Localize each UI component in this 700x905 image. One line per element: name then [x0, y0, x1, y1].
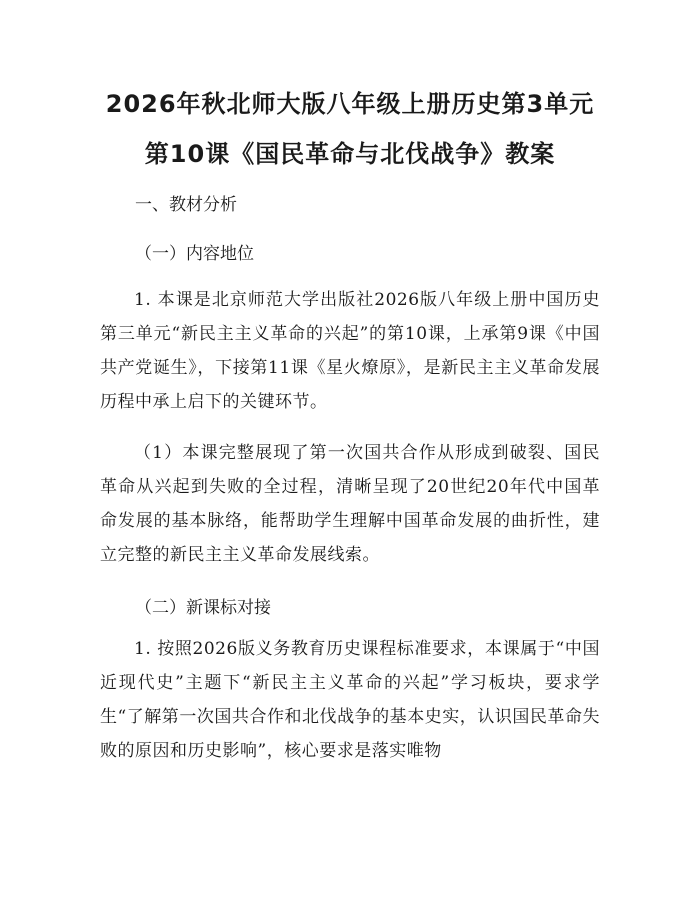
paragraph-curriculum-requirements: 1. 按照2026版义务教育历史课程标准要求，本课属于“中国近现代史”主题下“新民主主义革命的兴起”学习板块，要求学生“了解第一次国共合作和北伐战争的基本史实，认识国民革命失败的原因和历史影响”，核心要求是落实唯物 [100, 639, 600, 761]
paragraph-lesson-content: （1）本课完整展现了第一次国共合作从形成到破裂、国民革命从兴起到失败的全过程，清晰呈现了20世纪20年代中国革命发展的基本脉络，能帮助学生理解中国革命发展的曲折性，建立完整的新民主主义革命发展线索。 [100, 443, 600, 565]
document-title-line-2: 第10课《国民革命与北伐战争》教案 [144, 140, 556, 168]
subsection-heading-curriculum-standard: （二）新课标对接 [135, 598, 271, 618]
section-heading-textbook-analysis: 一、教材分析 [135, 195, 237, 215]
paragraph-lesson-position: 1. 本课是北京师范大学出版社2026版八年级上册中国历史第三单元“新民主主义革命的兴起”的第10课，上承第9课《中国共产党诞生》，下接第11课《星火燎原》，是新民主主义革命发展历程中承上启下的关键环节。 [100, 290, 600, 412]
subsection-heading-content-position: （一）内容地位 [135, 244, 254, 264]
document-title-line-1: 2026年秋北师大版八年级上册历史第3单元 [105, 90, 595, 118]
